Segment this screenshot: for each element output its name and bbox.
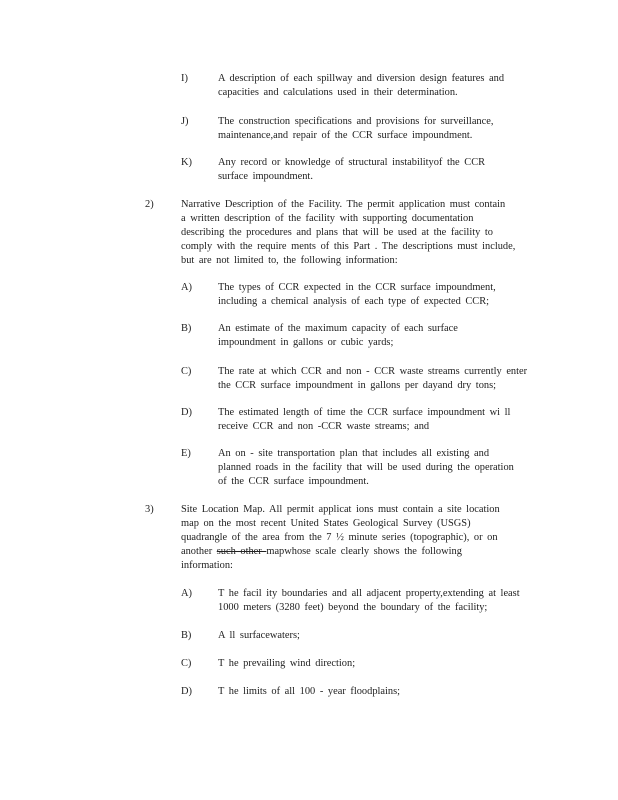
item-label: A) [181, 588, 192, 599]
section-text-part: mapwhose scale clearly shows the following information: [181, 546, 462, 571]
item-text: Any record or knowledge of structural instabilityof the CCR surface impoundment. [218, 157, 486, 182]
item-text: T he limits of all 100 - year floodplains; [218, 686, 401, 697]
item-label: D) [181, 686, 192, 697]
item-text: T he facil ity boundaries and all adjacent property,extending at least 1000 meters (3280 feet) beyond the boundary of the facility; [218, 588, 520, 613]
item-label: B) [181, 323, 192, 334]
item-label: E) [181, 448, 191, 459]
struck-text: such other [216, 546, 267, 557]
section-text [181, 503, 561, 573]
item-text: A description of each spillway and diversion design features and capacities and calculations used in their determination. [218, 73, 505, 98]
item-text: The estimated length of time the CCR surface impoundment wi ll receive CCR and non -CCR waste streams; and [218, 407, 511, 432]
item-label: C) [181, 658, 192, 669]
item-text: The construction specifications and provisions for surveillance, maintenance,and repair of the CCR surface impoundment. [218, 116, 494, 141]
item-text: An estimate of the maximum capacity of each surface impoundment in gallons or cubic yards; [218, 323, 458, 348]
item-text: The rate at which CCR and non - CCR waste streams currently enter the CCR surface impoundment in gallons per dayand dry tons; [218, 366, 528, 391]
item-label: I) [181, 73, 188, 84]
section-number: 3) [145, 504, 154, 515]
item-label: B) [181, 630, 192, 641]
item-text: T he prevailing wind direction; [218, 658, 356, 669]
section-text-part: Site Location Map. All permit applicat ions must contain a site location map on the most recent United States Geological Survey (USGS) quadrangle of the area from the 7 ½ minute series (topographic), or on another [181, 504, 500, 557]
item-label: C) [181, 366, 192, 377]
item-label: K) [181, 157, 192, 168]
section-text: Narrative Description of the Facility. The permit application must contain a written description of the facility with supporting documentation describing the procedures and plans that will be used at the facility to comply with the require ments of this Part . The descriptions must include, but are not limited to, the following information: [181, 199, 516, 266]
item-label: J) [181, 116, 189, 127]
item-label: D) [181, 407, 192, 418]
item-text: A ll surfacewaters; [218, 630, 300, 641]
item-label: A) [181, 282, 192, 293]
item-text: An on - site transportation plan that includes all existing and planned roads in the facility that will be used during the operation of the CCR surface impoundment. [218, 448, 514, 487]
item-text: The types of CCR expected in the CCR surface impoundment, including a chemical analysis of each type of expected CCR; [218, 282, 496, 307]
section-number: 2) [145, 199, 154, 210]
